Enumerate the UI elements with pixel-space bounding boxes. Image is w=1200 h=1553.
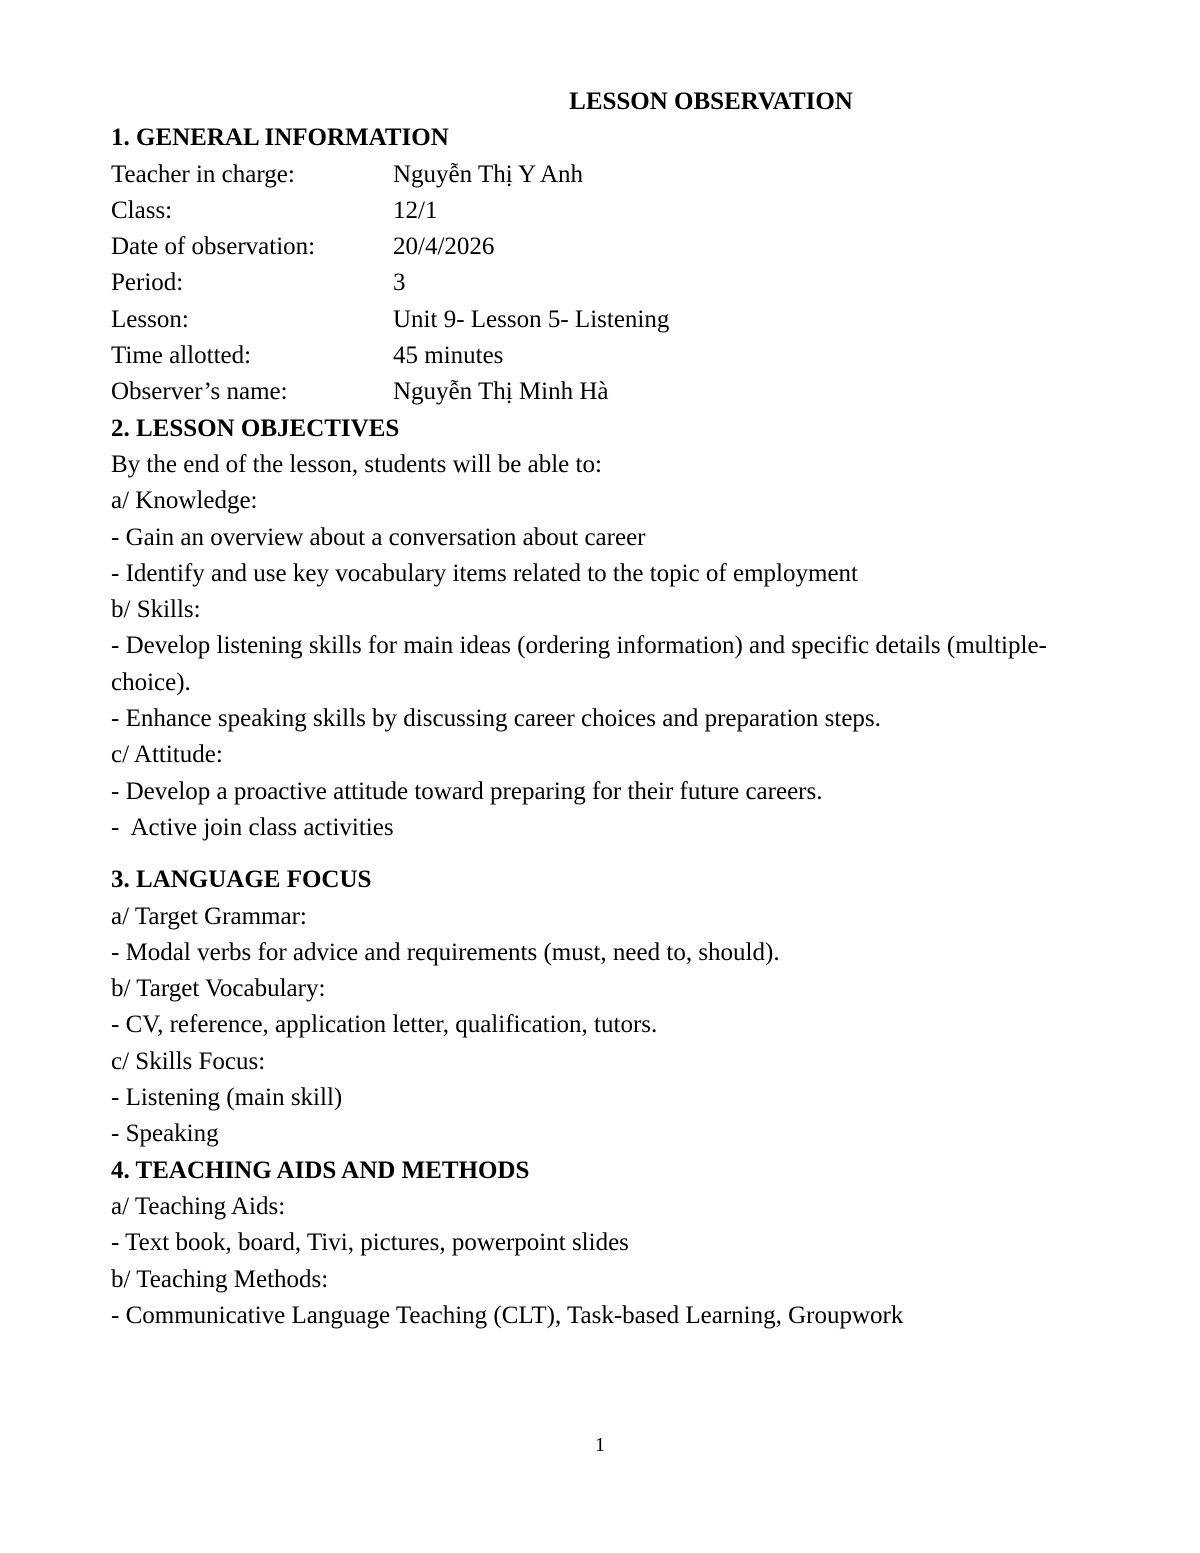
section-heading-general-information: 1. GENERAL INFORMATION (111, 124, 449, 152)
info-label: Observer’s name: (111, 378, 288, 406)
info-row-period (111, 265, 1071, 301)
page-number: 1 (595, 1434, 605, 1456)
info-label: Lesson: (111, 305, 189, 333)
subheading-knowledge: a/ Knowledge: (111, 487, 258, 515)
info-row-lesson (111, 302, 1071, 338)
info-label: Period: (111, 269, 184, 297)
general-information-table (111, 157, 1071, 411)
info-value: Nguyễn Thị Minh Hà (393, 378, 609, 406)
info-value: 12/1 (393, 196, 438, 224)
list-item: - Communicative Language Teaching (CLT), Task-based Learning, Groupwork (111, 1301, 904, 1329)
subheading-skills: b/ Skills: (111, 596, 201, 624)
info-value: Unit 9- Lesson 5- Listening (393, 305, 670, 333)
info-label: Time allotted: (111, 342, 252, 370)
info-value: 3 (393, 269, 406, 297)
info-row-class (111, 193, 1071, 229)
section-heading-objectives: 2. LESSON OBJECTIVES (111, 414, 400, 442)
info-value: 20/4/2026 (393, 233, 495, 261)
subheading-teaching-aids: a/ Teaching Aids: (111, 1192, 286, 1220)
subheading-vocabulary: b/ Target Vocabulary: (111, 975, 326, 1003)
list-item: - Gain an overview about a conversation about career (111, 523, 646, 551)
list-item: - Speaking (111, 1120, 219, 1148)
list-item: - Text book, board, Tivi, pictures, powerpoint slides (111, 1229, 629, 1257)
info-label: Teacher in charge: (111, 160, 295, 188)
info-label: Date of observation: (111, 233, 316, 261)
section-spacer (111, 846, 1071, 862)
info-row-teacher (111, 157, 1071, 193)
list-item: - Listening (main skill) (111, 1084, 343, 1112)
document-body (111, 84, 1071, 1334)
subheading-attitude: c/ Attitude: (111, 741, 223, 769)
list-item: - Identify and use key vocabulary items related to the topic of employment (111, 559, 858, 587)
list-item: - Develop listening skills for main ideas (ordering information) and specific details (multiple-choice). (111, 632, 1047, 696)
objectives-intro: By the end of the lesson, students will be able to: (111, 450, 602, 478)
list-item: - Active join class activities (111, 813, 394, 841)
list-item: - Develop a proactive attitude toward preparing for their future careers. (111, 777, 823, 805)
subheading-grammar: a/ Target Grammar: (111, 902, 307, 930)
section-heading-teaching: 4. TEACHING AIDS AND METHODS (111, 1156, 530, 1184)
info-row-date (111, 229, 1071, 265)
list-item: - Enhance speaking skills by discussing career choices and preparation steps. (111, 705, 881, 733)
info-value: 45 minutes (393, 342, 504, 370)
document-title: LESSON OBSERVATION (569, 88, 853, 115)
subheading-teaching-methods: b/ Teaching Methods: (111, 1265, 329, 1293)
info-row-time (111, 338, 1071, 374)
subheading-skills-focus: c/ Skills Focus: (111, 1047, 266, 1075)
info-label: Class: (111, 196, 173, 224)
list-item: - Modal verbs for advice and requirements (must, need to, should). (111, 938, 780, 966)
info-value: Nguyễn Thị Y Anh (393, 160, 584, 188)
list-item: - CV, reference, application letter, qualification, tutors. (111, 1011, 658, 1039)
info-row-observer (111, 374, 1071, 410)
section-heading-language-focus: 3. LANGUAGE FOCUS (111, 866, 372, 894)
